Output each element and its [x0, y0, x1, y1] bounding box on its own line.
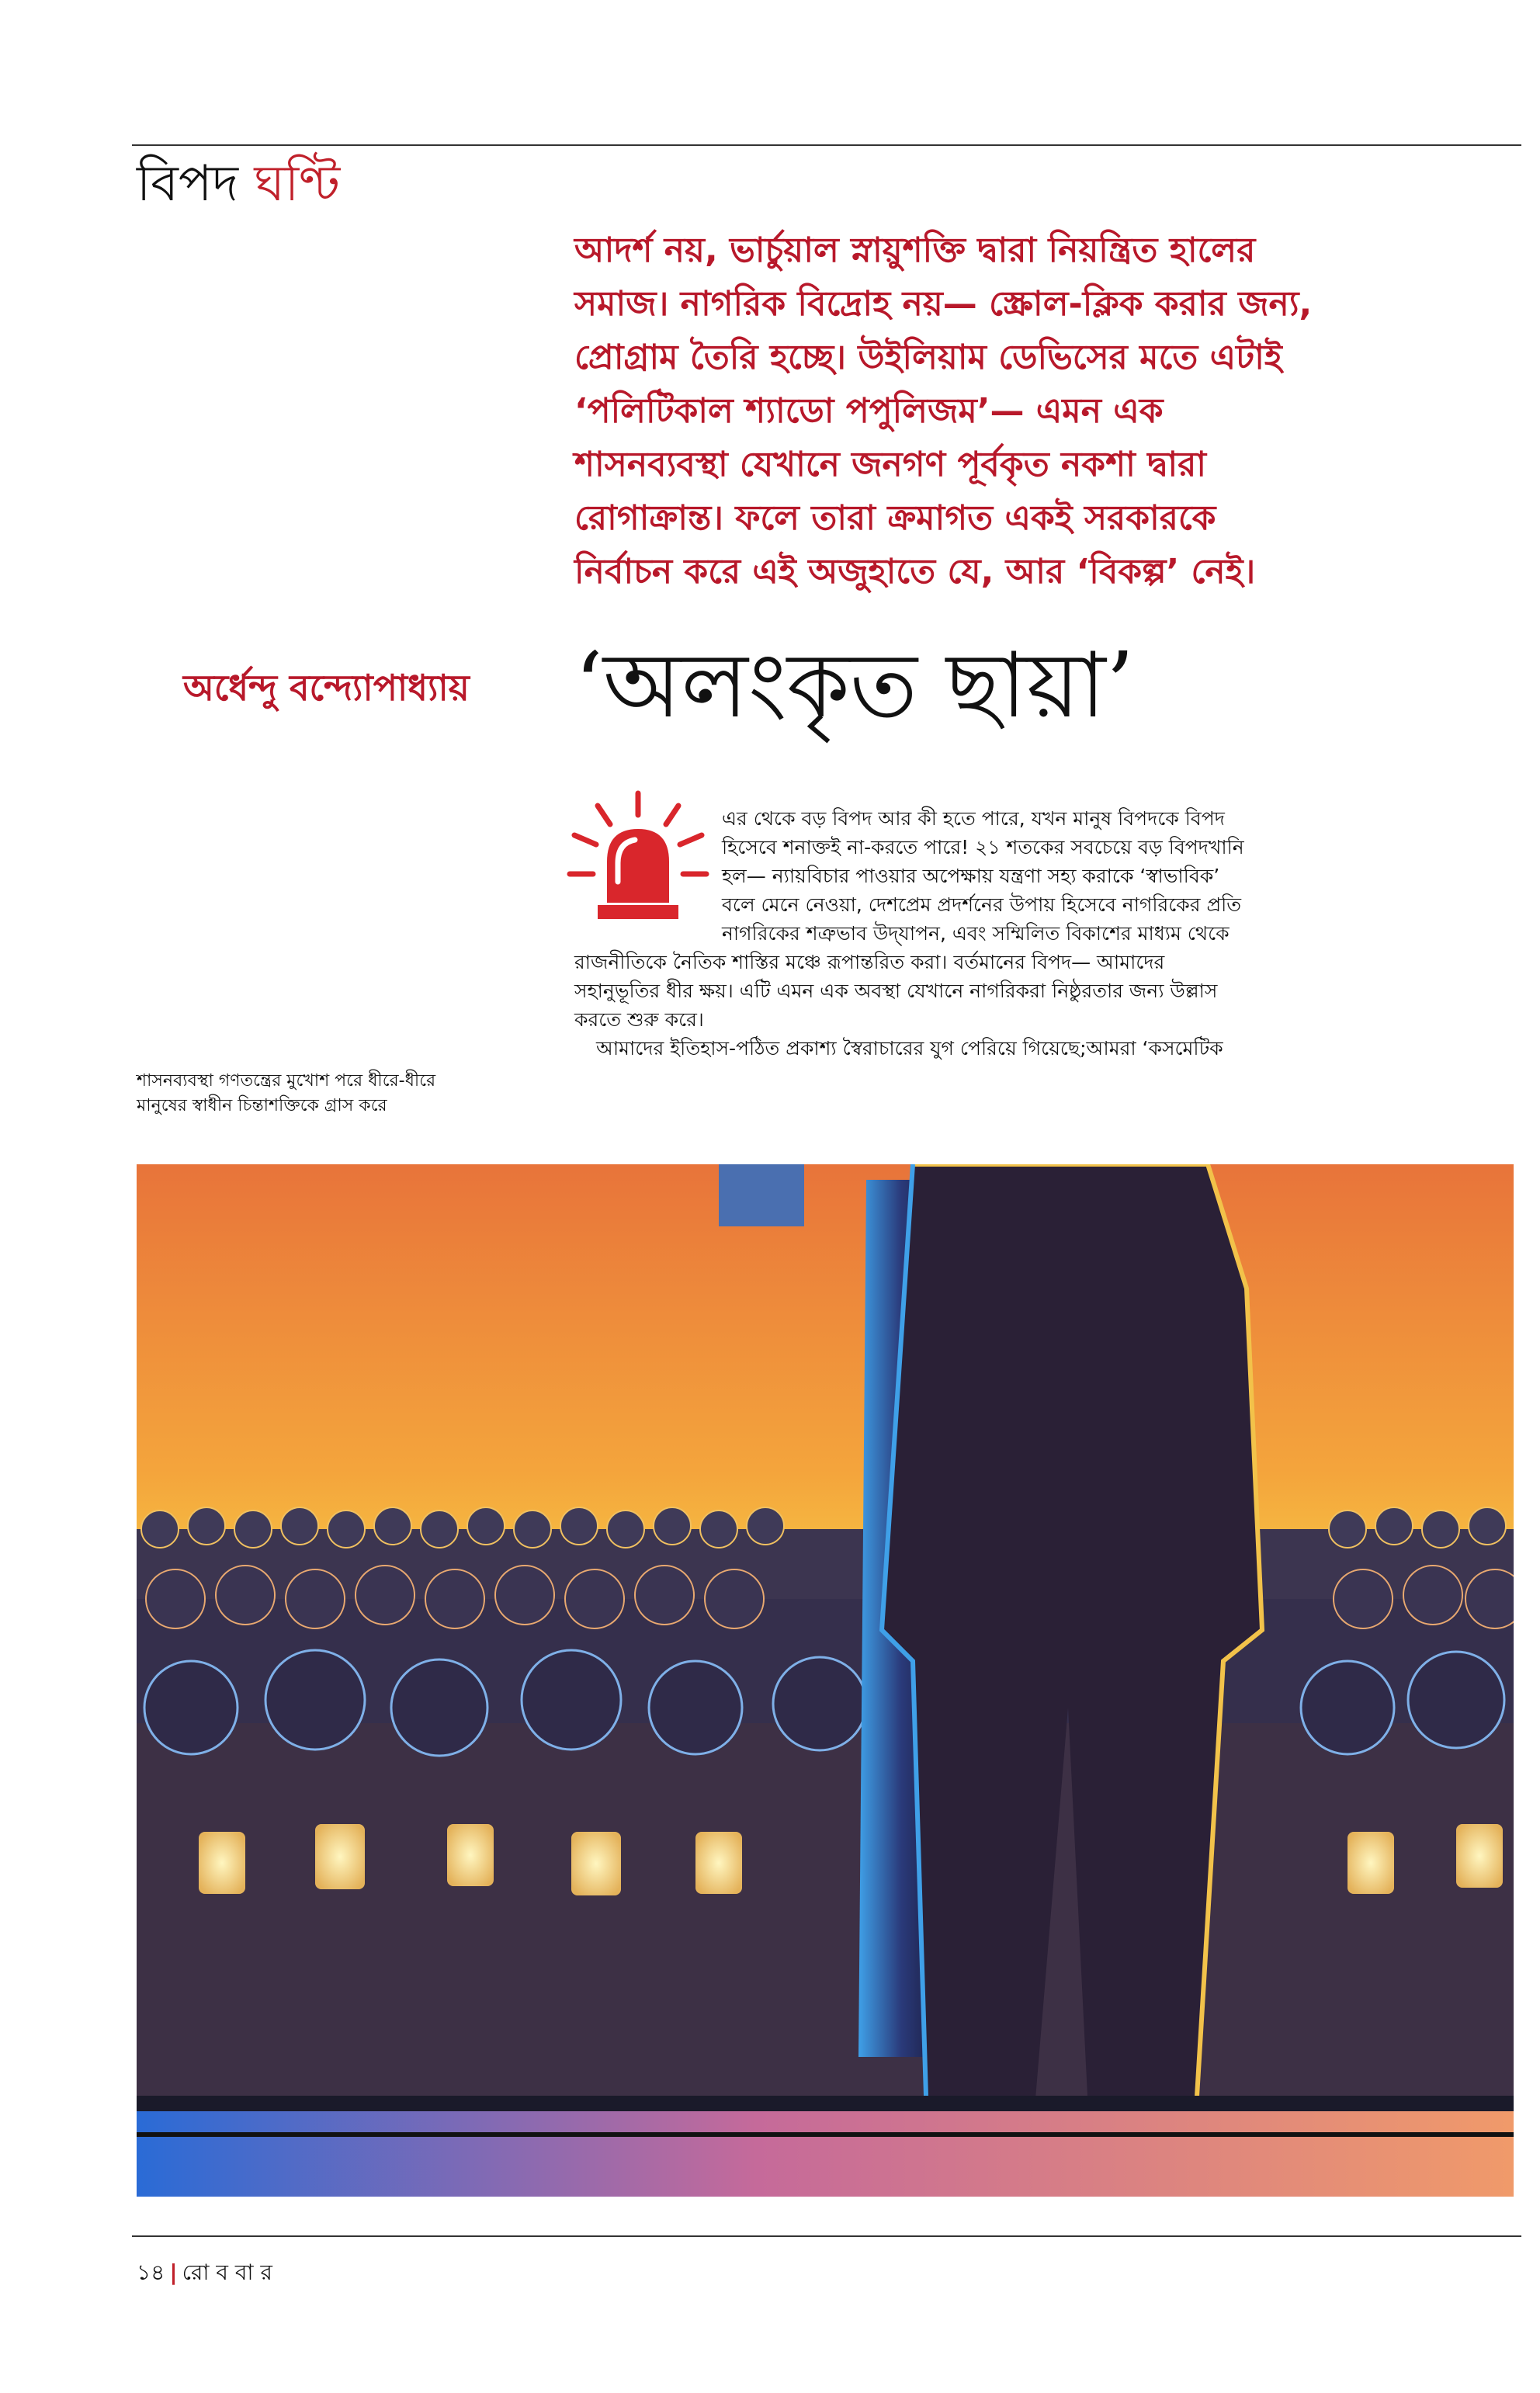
image-caption	[137, 1069, 435, 1118]
body-line: হিসেবে শনাক্তই না-করতে পারে! ২১ শতকের সবচেয়ে বড় বিপদখানি	[722, 836, 1244, 858]
section-label	[137, 155, 341, 213]
body-line: নাগরিকের শত্রুভাব উদ্‌যাপন, এবং সম্মিলিত বিকাশের মাধ্যম থেকে	[722, 922, 1230, 945]
headline: ‘অলংকৃত ছায়া’	[574, 633, 1135, 738]
folio-separator: |	[169, 2259, 178, 2285]
body-line: আমাদের ইতিহাস-পঠিত প্রকাশ্য স্বৈরাচারের যুগ পেরিয়ে গিয়েছে;আমরা ‘কসমেটিক	[596, 1037, 1223, 1060]
body-line: এর থেকে বড় বিপদ আর কী হতে পারে, যখন মানুষ বিপদকে বিপদ	[722, 807, 1225, 830]
body-line: রাজনীতিকে নৈতিক শাস্তির মঞ্চে রূপান্তরিত করা। বর্তমানের বিপদ— আমাদের	[574, 951, 1165, 973]
page-folio	[137, 2256, 272, 2292]
body-line: সহানুভূতির ধীর ক্ষয়। এটি এমন এক অবস্থা যেখানে নাগরিকরা নিষ্ঠুরতার জন্য উল্লাস	[574, 980, 1218, 1002]
bottom-rule	[132, 2235, 1521, 2237]
section-label-word2: ঘণ্টি	[254, 155, 341, 213]
standfirst-line: আদর্শ নয়, ভার্চুয়াল স্নায়ুশক্তি দ্বারা নিয়ন্ত্রিত হালের	[574, 231, 1256, 270]
magazine-name: রো ব বা র	[182, 2259, 272, 2285]
top-rule	[132, 144, 1521, 146]
standfirst-line: ‘পলিটিকাল শ্যাডো পপুলিজম’— এমন এক	[574, 391, 1164, 431]
standfirst-line: প্রোগ্রাম তৈরি হচ্ছে। উইলিয়াম ডেভিসের মতে এটাই	[574, 338, 1282, 377]
page-number: ১৪	[137, 2259, 165, 2285]
standfirst-line: রোগাক্রান্ত। ফলে তারা ক্রমাগত একই সরকারকে	[574, 498, 1216, 538]
caption-line: মানুষের স্বাধীন চিন্তাশক্তিকে গ্রাস করে	[137, 1096, 387, 1115]
body-line: হল— ন্যায়বিচার পাওয়ার অপেক্ষায় যন্ত্রণা সহ্য করাকে ‘স্বাভাবিক’	[722, 865, 1220, 887]
byline: অর্ধেন্দু বন্দ্যোপাধ্যায়	[183, 667, 470, 709]
siren-icon	[567, 790, 710, 926]
illustration-crowd-with-speaker	[137, 1164, 1514, 2197]
body-line: করতে শুরু করে।	[574, 1008, 704, 1031]
section-label-word1: বিপদ	[137, 155, 238, 213]
body-line: বলে মেনে নেওয়া, দেশপ্রেম প্রদর্শনের উপায় হিসেবে নাগরিকের প্রতি	[722, 893, 1242, 916]
standfirst-line: নির্বাচন করে এই অজুহাতে যে, আর ‘বিকল্প’ নেই।	[574, 552, 1256, 591]
caption-line: শাসনব্যবস্থা গণতন্ত্রের মুখোশ পরে ধীরে-ধীরে	[137, 1071, 436, 1091]
standfirst-line: শাসনব্যবস্থা যেখানে জনগণ পূর্বকৃত নকশা দ্বারা	[574, 445, 1207, 484]
standfirst-line: সমাজ। নাগরিক বিদ্রোহ নয়— স্ক্রোল-ক্লিক করার জন্য,	[574, 284, 1313, 324]
standfirst	[574, 224, 1459, 598]
